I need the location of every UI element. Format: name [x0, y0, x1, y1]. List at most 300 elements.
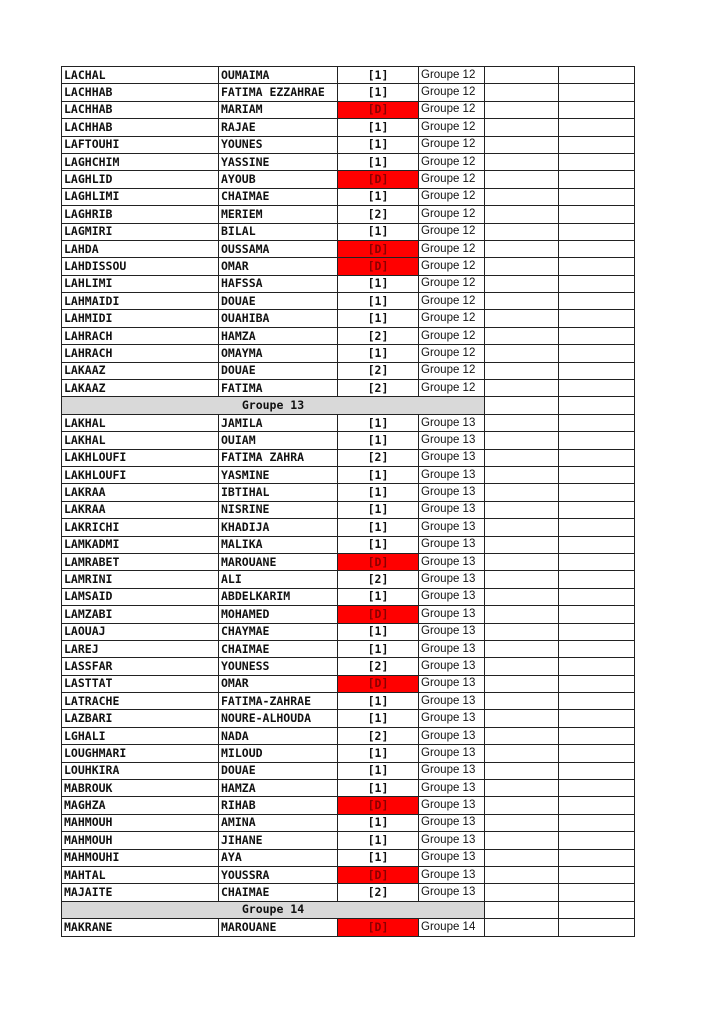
student-first-name: FATIMA EZZAHRAE: [219, 84, 338, 101]
student-last-name: LOUGHMARI: [62, 745, 219, 762]
status-code: [1]: [338, 84, 419, 101]
empty-cell: [559, 188, 635, 205]
student-first-name: MAROUANE: [219, 919, 338, 936]
student-first-name: MALIKA: [219, 536, 338, 553]
student-last-name: LAHLIMI: [62, 275, 219, 292]
empty-cell: [559, 310, 635, 327]
status-code: [1]: [338, 780, 419, 797]
empty-cell: [485, 206, 559, 223]
student-last-name: LAKHLOUFI: [62, 466, 219, 483]
status-code: [D]: [338, 258, 419, 275]
empty-cell: [485, 101, 559, 118]
table-row: [62, 380, 635, 397]
empty-cell: [485, 832, 559, 849]
student-last-name: LOUHKIRA: [62, 762, 219, 779]
student-last-name: LAFTOUHI: [62, 136, 219, 153]
student-last-name: LACHHAB: [62, 101, 219, 118]
student-first-name: HAMZA: [219, 327, 338, 344]
student-first-name: AMINA: [219, 814, 338, 831]
student-last-name: LAKHAL: [62, 432, 219, 449]
table-row: [62, 275, 635, 292]
status-code: [2]: [338, 449, 419, 466]
table-row: [62, 780, 635, 797]
student-first-name: JIHANE: [219, 832, 338, 849]
table-row: [62, 727, 635, 744]
group-name: Groupe 13: [419, 606, 485, 623]
table-row: [62, 414, 635, 431]
empty-cell: [485, 397, 559, 414]
student-last-name: LACHHAB: [62, 119, 219, 136]
status-code: [D]: [338, 171, 419, 188]
status-code: [2]: [338, 327, 419, 344]
empty-cell: [485, 188, 559, 205]
group-name: Groupe 12: [419, 206, 485, 223]
empty-cell: [485, 710, 559, 727]
empty-cell: [559, 223, 635, 240]
student-first-name: NOURE-ALHOUDA: [219, 710, 338, 727]
student-first-name: OMAR: [219, 258, 338, 275]
status-code: [1]: [338, 640, 419, 657]
empty-cell: [485, 67, 559, 84]
group-name: Groupe 12: [419, 153, 485, 170]
table-row: [62, 849, 635, 866]
empty-cell: [559, 884, 635, 901]
status-code: [1]: [338, 67, 419, 84]
group-name: Groupe 12: [419, 67, 485, 84]
table-row: [62, 571, 635, 588]
table-row: [62, 258, 635, 275]
table-row: [62, 466, 635, 483]
student-last-name: LAHDA: [62, 240, 219, 257]
student-roster-table: [61, 66, 635, 937]
student-last-name: LAHMIDI: [62, 310, 219, 327]
status-code: [1]: [338, 153, 419, 170]
group-name: Groupe 12: [419, 171, 485, 188]
empty-cell: [485, 345, 559, 362]
empty-cell: [559, 466, 635, 483]
student-first-name: OUMAIMA: [219, 67, 338, 84]
group-name: Groupe 12: [419, 136, 485, 153]
student-first-name: CHAIMAE: [219, 640, 338, 657]
student-last-name: LAKRICHI: [62, 519, 219, 536]
group-name: Groupe 12: [419, 362, 485, 379]
group-name: Groupe 13: [419, 588, 485, 605]
table-row: [62, 153, 635, 170]
student-first-name: OMAYMA: [219, 345, 338, 362]
student-first-name: ALI: [219, 571, 338, 588]
group-name: Groupe 13: [419, 762, 485, 779]
status-code: [2]: [338, 362, 419, 379]
student-last-name: LAKRAA: [62, 501, 219, 518]
table-row: [62, 501, 635, 518]
group-name: Groupe 12: [419, 188, 485, 205]
group-name: Groupe 12: [419, 310, 485, 327]
table-row: [62, 762, 635, 779]
status-code: [1]: [338, 519, 419, 536]
status-code: [1]: [338, 188, 419, 205]
empty-cell: [485, 223, 559, 240]
empty-cell: [485, 501, 559, 518]
table-row: [62, 362, 635, 379]
status-code: [1]: [338, 275, 419, 292]
student-last-name: LAMRABET: [62, 553, 219, 570]
empty-cell: [559, 414, 635, 431]
empty-cell: [559, 206, 635, 223]
empty-cell: [559, 380, 635, 397]
status-code: [1]: [338, 849, 419, 866]
student-last-name: LAGHLID: [62, 171, 219, 188]
empty-cell: [559, 67, 635, 84]
empty-cell: [559, 536, 635, 553]
group-name: Groupe 13: [419, 623, 485, 640]
student-last-name: LAMKADMI: [62, 536, 219, 553]
empty-cell: [559, 432, 635, 449]
student-last-name: MAKRANE: [62, 919, 219, 936]
group-name: Groupe 13: [419, 832, 485, 849]
empty-cell: [559, 240, 635, 257]
empty-cell: [485, 380, 559, 397]
student-last-name: LAKHLOUFI: [62, 449, 219, 466]
table-row: [62, 519, 635, 536]
table-row: [62, 606, 635, 623]
empty-cell: [485, 745, 559, 762]
empty-cell: [485, 240, 559, 257]
empty-cell: [485, 658, 559, 675]
empty-cell: [485, 310, 559, 327]
table-row: [62, 67, 635, 84]
student-first-name: MAROUANE: [219, 553, 338, 570]
table-row: [62, 814, 635, 831]
table-row: [62, 710, 635, 727]
student-first-name: OUSSAMA: [219, 240, 338, 257]
group-name: Groupe 12: [419, 258, 485, 275]
table-row: [62, 310, 635, 327]
group-name: Groupe 13: [419, 449, 485, 466]
group-name: Groupe 13: [419, 536, 485, 553]
status-code: [D]: [338, 866, 419, 883]
status-code: [1]: [338, 466, 419, 483]
status-code: [1]: [338, 136, 419, 153]
group-name: Groupe 14: [419, 919, 485, 936]
student-last-name: LAMRINI: [62, 571, 219, 588]
empty-cell: [559, 571, 635, 588]
student-last-name: MAGHZA: [62, 797, 219, 814]
table-row: [62, 675, 635, 692]
group-header-label: Groupe 14: [62, 901, 485, 918]
table-row: [62, 136, 635, 153]
empty-cell: [485, 727, 559, 744]
student-first-name: CHAIMAE: [219, 884, 338, 901]
table-row: [62, 553, 635, 570]
group-name: Groupe 12: [419, 101, 485, 118]
student-first-name: FATIMA ZAHRA: [219, 449, 338, 466]
table-row: [62, 797, 635, 814]
status-code: [1]: [338, 345, 419, 362]
group-name: Groupe 13: [419, 571, 485, 588]
status-code: [1]: [338, 693, 419, 710]
group-name: Groupe 13: [419, 432, 485, 449]
student-last-name: LAKAAZ: [62, 362, 219, 379]
status-code: [2]: [338, 658, 419, 675]
group-name: Groupe 13: [419, 658, 485, 675]
empty-cell: [559, 658, 635, 675]
status-code: [1]: [338, 414, 419, 431]
student-last-name: LACHAL: [62, 67, 219, 84]
student-last-name: LAMZABI: [62, 606, 219, 623]
roster-body: [62, 67, 635, 937]
student-first-name: MERIEM: [219, 206, 338, 223]
student-first-name: IBTIHAL: [219, 484, 338, 501]
empty-cell: [485, 640, 559, 657]
empty-cell: [559, 762, 635, 779]
group-name: Groupe 13: [419, 884, 485, 901]
empty-cell: [559, 153, 635, 170]
group-name: Groupe 12: [419, 293, 485, 310]
status-code: [D]: [338, 101, 419, 118]
group-name: Groupe 13: [419, 640, 485, 657]
status-code: [D]: [338, 606, 419, 623]
empty-cell: [485, 606, 559, 623]
status-code: [2]: [338, 884, 419, 901]
empty-cell: [485, 275, 559, 292]
empty-cell: [559, 849, 635, 866]
student-last-name: MAHMOUH: [62, 832, 219, 849]
empty-cell: [485, 536, 559, 553]
empty-cell: [485, 762, 559, 779]
student-last-name: MAHMOUHI: [62, 849, 219, 866]
student-last-name: LAGMIRI: [62, 223, 219, 240]
student-last-name: LASSFAR: [62, 658, 219, 675]
empty-cell: [559, 901, 635, 918]
student-last-name: LAKRAA: [62, 484, 219, 501]
empty-cell: [559, 171, 635, 188]
table-row: [62, 432, 635, 449]
student-last-name: LAMSAID: [62, 588, 219, 605]
table-row: [62, 293, 635, 310]
group-name: Groupe 13: [419, 519, 485, 536]
empty-cell: [559, 675, 635, 692]
status-code: [1]: [338, 536, 419, 553]
table-row: [62, 240, 635, 257]
table-row: [62, 327, 635, 344]
student-first-name: OUIAM: [219, 432, 338, 449]
group-name: Groupe 13: [419, 866, 485, 883]
student-last-name: MABROUK: [62, 780, 219, 797]
status-code: [1]: [338, 710, 419, 727]
empty-cell: [559, 484, 635, 501]
student-first-name: DOUAE: [219, 293, 338, 310]
empty-cell: [559, 866, 635, 883]
group-header-row: [62, 397, 635, 414]
status-code: [1]: [338, 310, 419, 327]
empty-cell: [559, 345, 635, 362]
status-code: [D]: [338, 919, 419, 936]
table-row: [62, 345, 635, 362]
student-last-name: MAHTAL: [62, 866, 219, 883]
empty-cell: [485, 258, 559, 275]
table-row: [62, 84, 635, 101]
student-last-name: LAREJ: [62, 640, 219, 657]
group-name: Groupe 13: [419, 849, 485, 866]
student-first-name: MILOUD: [219, 745, 338, 762]
empty-cell: [485, 571, 559, 588]
table-row: [62, 884, 635, 901]
group-name: Groupe 12: [419, 240, 485, 257]
student-first-name: AYA: [219, 849, 338, 866]
group-header-label: Groupe 13: [62, 397, 485, 414]
table-row: [62, 119, 635, 136]
group-name: Groupe 13: [419, 693, 485, 710]
empty-cell: [559, 693, 635, 710]
table-row: [62, 588, 635, 605]
group-header-row: [62, 901, 635, 918]
empty-cell: [485, 119, 559, 136]
status-code: [D]: [338, 240, 419, 257]
student-last-name: LAOUAJ: [62, 623, 219, 640]
group-name: Groupe 13: [419, 745, 485, 762]
group-name: Groupe 13: [419, 501, 485, 518]
empty-cell: [559, 640, 635, 657]
group-name: Groupe 13: [419, 814, 485, 831]
student-last-name: LAGHCHIM: [62, 153, 219, 170]
table-row: [62, 919, 635, 936]
student-last-name: LAKAAZ: [62, 380, 219, 397]
student-last-name: MAHMOUH: [62, 814, 219, 831]
table-row: [62, 188, 635, 205]
status-code: [2]: [338, 727, 419, 744]
empty-cell: [559, 362, 635, 379]
empty-cell: [485, 519, 559, 536]
empty-cell: [559, 84, 635, 101]
empty-cell: [485, 849, 559, 866]
group-name: Groupe 12: [419, 84, 485, 101]
empty-cell: [485, 884, 559, 901]
student-first-name: KHADIJA: [219, 519, 338, 536]
group-name: Groupe 13: [419, 780, 485, 797]
empty-cell: [559, 501, 635, 518]
table-row: [62, 101, 635, 118]
table-row: [62, 693, 635, 710]
status-code: [1]: [338, 745, 419, 762]
status-code: [1]: [338, 223, 419, 240]
status-code: [1]: [338, 814, 419, 831]
empty-cell: [485, 293, 559, 310]
empty-cell: [485, 414, 559, 431]
table-row: [62, 223, 635, 240]
student-last-name: LACHHAB: [62, 84, 219, 101]
empty-cell: [559, 588, 635, 605]
empty-cell: [559, 814, 635, 831]
empty-cell: [485, 780, 559, 797]
student-first-name: CHAIMAE: [219, 188, 338, 205]
student-first-name: AYOUB: [219, 171, 338, 188]
empty-cell: [485, 449, 559, 466]
empty-cell: [485, 588, 559, 605]
status-code: [D]: [338, 797, 419, 814]
student-last-name: LATRACHE: [62, 693, 219, 710]
empty-cell: [559, 136, 635, 153]
group-name: Groupe 13: [419, 484, 485, 501]
empty-cell: [559, 449, 635, 466]
status-code: [2]: [338, 206, 419, 223]
student-first-name: NISRINE: [219, 501, 338, 518]
table-row: [62, 623, 635, 640]
group-name: Groupe 12: [419, 380, 485, 397]
status-code: [1]: [338, 432, 419, 449]
table-row: [62, 449, 635, 466]
empty-cell: [485, 327, 559, 344]
group-name: Groupe 13: [419, 727, 485, 744]
student-last-name: LGHALI: [62, 727, 219, 744]
student-first-name: YASSINE: [219, 153, 338, 170]
group-name: Groupe 13: [419, 466, 485, 483]
student-first-name: DOUAE: [219, 762, 338, 779]
empty-cell: [559, 397, 635, 414]
empty-cell: [559, 727, 635, 744]
empty-cell: [485, 84, 559, 101]
empty-cell: [559, 832, 635, 849]
empty-cell: [559, 293, 635, 310]
empty-cell: [485, 675, 559, 692]
status-code: [1]: [338, 293, 419, 310]
status-code: [1]: [338, 623, 419, 640]
status-code: [D]: [338, 675, 419, 692]
student-first-name: HAFSSA: [219, 275, 338, 292]
empty-cell: [559, 327, 635, 344]
student-first-name: FATIMA-ZAHRAE: [219, 693, 338, 710]
status-code: [2]: [338, 380, 419, 397]
student-last-name: LAHDISSOU: [62, 258, 219, 275]
student-last-name: LAGHRIB: [62, 206, 219, 223]
group-name: Groupe 12: [419, 119, 485, 136]
empty-cell: [485, 814, 559, 831]
student-last-name: LAHRACH: [62, 345, 219, 362]
student-first-name: OUAHIBA: [219, 310, 338, 327]
student-first-name: ABDELKARIM: [219, 588, 338, 605]
empty-cell: [559, 919, 635, 936]
empty-cell: [485, 866, 559, 883]
empty-cell: [559, 606, 635, 623]
table-row: [62, 640, 635, 657]
student-first-name: YOUSSRA: [219, 866, 338, 883]
group-name: Groupe 13: [419, 710, 485, 727]
student-last-name: LAZBARI: [62, 710, 219, 727]
group-name: Groupe 12: [419, 223, 485, 240]
table-row: [62, 658, 635, 675]
status-code: [1]: [338, 762, 419, 779]
student-last-name: LAKHAL: [62, 414, 219, 431]
empty-cell: [559, 258, 635, 275]
table-row: [62, 171, 635, 188]
status-code: [D]: [338, 553, 419, 570]
empty-cell: [485, 553, 559, 570]
student-first-name: RAJAE: [219, 119, 338, 136]
group-name: Groupe 12: [419, 327, 485, 344]
table-row: [62, 206, 635, 223]
student-first-name: YASMINE: [219, 466, 338, 483]
student-first-name: JAMILA: [219, 414, 338, 431]
student-first-name: MOHAMED: [219, 606, 338, 623]
student-first-name: NADA: [219, 727, 338, 744]
status-code: [1]: [338, 588, 419, 605]
group-name: Groupe 13: [419, 414, 485, 431]
empty-cell: [559, 745, 635, 762]
student-last-name: MAJAITE: [62, 884, 219, 901]
empty-cell: [485, 136, 559, 153]
empty-cell: [559, 119, 635, 136]
student-first-name: BILAL: [219, 223, 338, 240]
empty-cell: [485, 362, 559, 379]
